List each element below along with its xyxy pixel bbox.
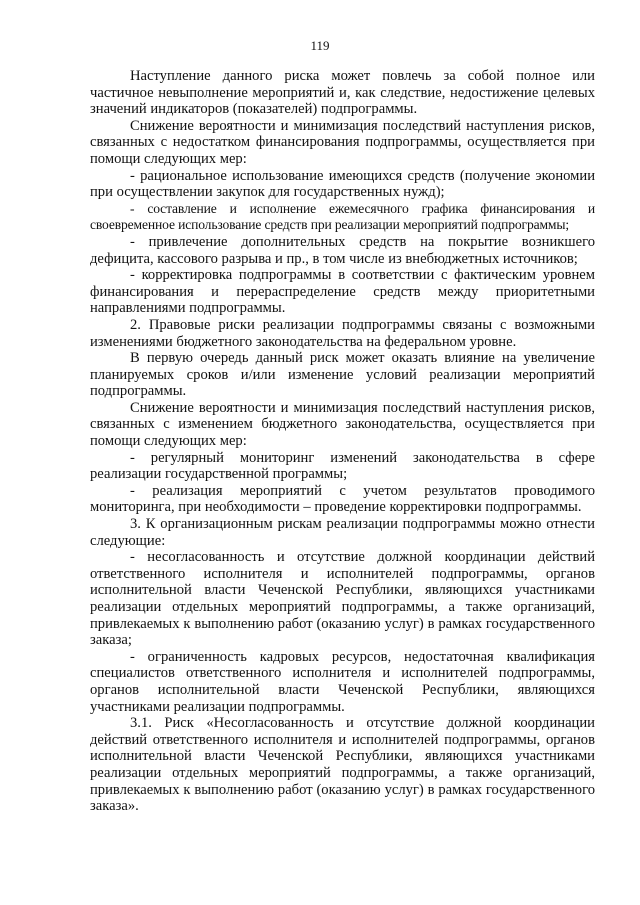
paragraph-legal-risk-impact: В первую очередь данный риск может оказать влияние на увеличение планируемых сроков и/или изменение условий реализации мероприятий подпрограммы. [90,350,595,400]
list-item-monitoring-results: - реализация мероприятий с учетом результатов проводимого мониторинга, при необходимости – проведение корректировки подпрограммы. [90,482,595,516]
list-item-limited-personnel: - ограниченность кадровых ресурсов, недостаточная квалификация специалистов ответственного исполнителя и исполнителей подпрограммы, органов исполнительной власти Чеченской Республики, являющихся участниками реализации подпрограммы. [90,648,595,715]
list-item-additional-funds: - привлечение дополнительных средств на покрытие возникшего дефицита, кассового разрыва и пр., в том числе из внебюджетных источников; [90,233,595,267]
paragraph-legal-risks: 2. Правовые риски реализации подпрограммы связаны с возможными изменениями бюджетного законодательства на федеральном уровне. [90,316,595,350]
page-number: 119 [310,38,330,53]
list-item-program-adjustment: - корректировка подпрограммы в соответствии с фактическим уровнем финансирования и перераспределение средств между приоритетными направлениями подпрограммы. [90,267,595,317]
list-item-lack-of-coordination: - несогласованность и отсутствие должной координации действий ответственного исполнителя и исполнителей подпрограммы, органов исполнительной власти Чеченской Республики, являющихся участниками реализации отдельных мероприятий подпрограммы, а также организаций, привлекаемых к выполнению работ (оказанию услуг) в рамках государственного заказа; [90,549,595,649]
paragraph-risk-3-1: 3.1. Риск «Несогласованность и отсутствие должной координации действий ответственного исполнителя и исполнителей подпрограммы, органов исполнительной власти Чеченской Республики, являющихся участниками реализации отдельных мероприятий подпрограммы, а также организаций, привлекаемых к выполнению работ (оказанию услуг) в рамках государственного заказа». [90,715,595,815]
list-item-rational-use: - рациональное использование имеющихся средств (получение экономии при осуществлении закупок для государственных нужд); [90,167,595,201]
document-body [90,68,595,815]
paragraph-legal-risk-mitigation: Снижение вероятности и минимизация последствий наступления рисков, связанных с изменением бюджетного законодательства, осуществляется при помощи следующих мер: [90,399,595,450]
paragraph-funding-risk-mitigation: Снижение вероятности и минимизация последствий наступления рисков, связанных с недостатком финансирования подпрограммы, осуществляется при помощи следующих мер: [90,117,595,167]
paragraph-risk-consequence: Наступление данного риска может повлечь за собой полное или частичное невыполнение мероприятий и, как следствие, недостижение целевых значений индикаторов (показателей) подпрограммы. [90,68,595,118]
list-item-regular-monitoring: - регулярный мониторинг изменений законодательства в сфере реализации государственной программы; [90,449,595,483]
list-item-monthly-schedule: - составление и исполнение ежемесячного графика финансирования и своевременное использование средств при реализации мероприятий подпрограммы; [90,200,595,233]
paragraph-organizational-risks: 3. К организационным рискам реализации подпрограммы можно отнести следующие: [90,516,595,549]
